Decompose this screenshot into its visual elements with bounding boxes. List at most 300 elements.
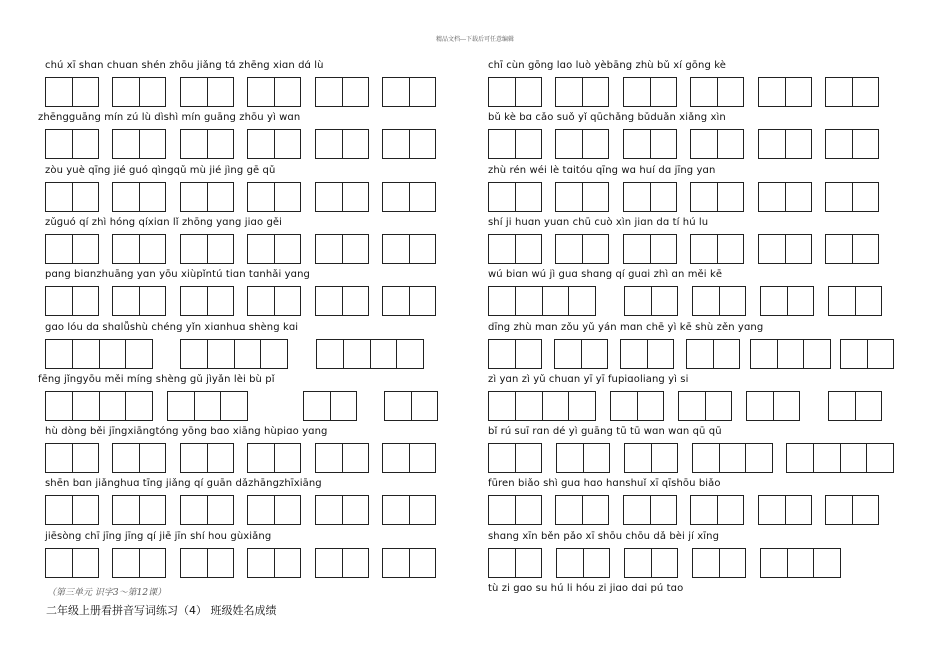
writing-cell[interactable]	[409, 130, 436, 158]
writing-box-group	[678, 391, 732, 421]
writing-cell[interactable]	[385, 392, 411, 420]
writing-cell[interactable]	[113, 183, 139, 211]
writing-cell[interactable]	[813, 444, 840, 472]
writing-cell[interactable]	[691, 78, 717, 106]
writing-cell[interactable]	[248, 78, 274, 106]
writing-box-group	[488, 548, 542, 578]
writing-cell[interactable]	[693, 287, 719, 315]
writing-cell[interactable]	[759, 496, 785, 524]
writing-cell[interactable]	[693, 444, 719, 472]
writing-box-group	[45, 234, 99, 264]
right-pinyin-line: shí ji huɑn yuɑn chū cuò xìn jiɑn dɑ tí hú lu	[488, 216, 709, 228]
writing-cell[interactable]	[248, 130, 274, 158]
writing-cell[interactable]	[803, 340, 830, 368]
writing-cell[interactable]	[773, 392, 800, 420]
writing-box-group	[45, 77, 99, 107]
writing-cell[interactable]	[342, 130, 369, 158]
writing-cell[interactable]	[650, 496, 677, 524]
right-pinyin-line: tù zi gɑo su hú li hóu zi jiɑo dɑi pú tɑo	[488, 583, 684, 594]
writing-box-group	[315, 548, 369, 578]
writing-cell[interactable]	[139, 130, 166, 158]
writing-cell[interactable]	[691, 130, 717, 158]
writing-cell[interactable]	[489, 183, 515, 211]
writing-cell[interactable]	[691, 496, 717, 524]
writing-cell[interactable]	[370, 340, 397, 368]
writing-cell[interactable]	[625, 549, 651, 577]
writing-cell[interactable]	[691, 235, 717, 263]
writing-cell[interactable]	[72, 235, 99, 263]
writing-cell[interactable]	[557, 549, 583, 577]
writing-cell[interactable]	[181, 183, 207, 211]
writing-cell[interactable]	[207, 235, 234, 263]
writing-cell[interactable]	[125, 340, 152, 368]
writing-box-group	[488, 339, 542, 369]
left-pinyin-line: chú xī shɑn chuɑn shén zhōu jiǎng tɑ́ zhēng xiɑn dɑ́ lù	[45, 60, 324, 71]
writing-cell[interactable]	[826, 496, 852, 524]
writing-cell[interactable]	[113, 496, 139, 524]
writing-cell[interactable]	[624, 183, 650, 211]
writing-cell[interactable]	[383, 444, 409, 472]
writing-cell[interactable]	[248, 549, 274, 577]
writing-cell[interactable]	[207, 183, 234, 211]
writing-cell[interactable]	[383, 78, 409, 106]
writing-cell[interactable]	[316, 549, 342, 577]
writing-box-group	[112, 548, 166, 578]
writing-cell[interactable]	[542, 287, 569, 315]
writing-cell[interactable]	[761, 549, 787, 577]
writing-cell[interactable]	[316, 235, 342, 263]
writing-cell[interactable]	[383, 130, 409, 158]
writing-cell[interactable]	[852, 130, 879, 158]
writing-cell[interactable]	[181, 496, 207, 524]
writing-cell[interactable]	[207, 287, 234, 315]
writing-cell[interactable]	[556, 78, 582, 106]
writing-box-group	[384, 391, 438, 421]
writing-cell[interactable]	[383, 549, 409, 577]
writing-cell[interactable]	[409, 287, 436, 315]
writing-cell[interactable]	[787, 444, 813, 472]
writing-cell[interactable]	[139, 235, 166, 263]
writing-box-group	[247, 548, 301, 578]
writing-cell[interactable]	[717, 235, 744, 263]
writing-box-group	[315, 77, 369, 107]
writing-cell[interactable]	[207, 340, 234, 368]
writing-cell[interactable]	[139, 496, 166, 524]
writing-box-group	[45, 339, 153, 369]
writing-cell[interactable]	[383, 287, 409, 315]
writing-cell[interactable]	[317, 340, 343, 368]
writing-cell[interactable]	[679, 392, 705, 420]
writing-cell[interactable]	[125, 392, 152, 420]
worksheet-title: 二年级上册看拼音写词练习（4） 班级姓名成绩	[46, 604, 277, 617]
writing-cell[interactable]	[581, 340, 608, 368]
writing-cell[interactable]	[207, 130, 234, 158]
writing-cell[interactable]	[181, 340, 207, 368]
writing-cell[interactable]	[761, 287, 787, 315]
writing-cell[interactable]	[72, 340, 99, 368]
writing-box-group	[382, 77, 436, 107]
writing-cell[interactable]	[46, 549, 72, 577]
writing-box-group	[112, 129, 166, 159]
writing-box-group	[488, 286, 596, 316]
writing-cell[interactable]	[515, 183, 542, 211]
writing-cell[interactable]	[343, 340, 370, 368]
writing-cell[interactable]	[557, 444, 583, 472]
writing-cell[interactable]	[316, 444, 342, 472]
writing-cell[interactable]	[139, 78, 166, 106]
writing-cell[interactable]	[72, 183, 99, 211]
writing-cell[interactable]	[274, 549, 301, 577]
writing-cell[interactable]	[717, 496, 744, 524]
writing-cell[interactable]	[220, 392, 247, 420]
writing-box-group	[112, 495, 166, 525]
writing-cell[interactable]	[248, 183, 274, 211]
writing-box-group	[382, 548, 436, 578]
writing-cell[interactable]	[637, 392, 664, 420]
writing-cell[interactable]	[785, 78, 812, 106]
writing-cell[interactable]	[113, 78, 139, 106]
writing-cell[interactable]	[274, 444, 301, 472]
writing-cell[interactable]	[342, 183, 369, 211]
writing-cell[interactable]	[409, 496, 436, 524]
writing-cell[interactable]	[274, 183, 301, 211]
writing-box-group	[180, 234, 234, 264]
writing-cell[interactable]	[72, 549, 99, 577]
writing-cell[interactable]	[515, 235, 542, 263]
writing-cell[interactable]	[489, 130, 515, 158]
writing-cell[interactable]	[583, 444, 610, 472]
writing-box-group	[315, 286, 369, 316]
writing-cell[interactable]	[274, 78, 301, 106]
writing-cell[interactable]	[46, 235, 72, 263]
writing-box-group	[45, 495, 99, 525]
writing-cell[interactable]	[113, 444, 139, 472]
writing-box-group	[555, 182, 609, 212]
writing-box-group	[624, 548, 678, 578]
writing-cell[interactable]	[383, 235, 409, 263]
writing-cell[interactable]	[99, 392, 126, 420]
writing-cell[interactable]	[515, 496, 542, 524]
writing-cell[interactable]	[841, 340, 867, 368]
writing-cell[interactable]	[248, 496, 274, 524]
writing-cell[interactable]	[826, 183, 852, 211]
writing-cell[interactable]	[852, 235, 879, 263]
writing-cell[interactable]	[650, 78, 677, 106]
writing-cell[interactable]	[542, 392, 569, 420]
writing-cell[interactable]	[624, 130, 650, 158]
writing-cell[interactable]	[207, 444, 234, 472]
writing-cell[interactable]	[304, 392, 330, 420]
writing-cell[interactable]	[651, 444, 678, 472]
writing-cell[interactable]	[99, 340, 126, 368]
writing-cell[interactable]	[234, 340, 261, 368]
writing-cell[interactable]	[489, 496, 515, 524]
writing-cell[interactable]	[687, 340, 713, 368]
writing-cell[interactable]	[826, 130, 852, 158]
writing-box-group	[692, 443, 773, 473]
writing-cell[interactable]	[72, 444, 99, 472]
writing-cell[interactable]	[72, 78, 99, 106]
writing-cell[interactable]	[274, 496, 301, 524]
writing-cell[interactable]	[316, 287, 342, 315]
writing-cell[interactable]	[139, 444, 166, 472]
writing-box-group	[624, 286, 678, 316]
writing-cell[interactable]	[46, 78, 72, 106]
writing-box-group	[488, 77, 542, 107]
writing-cell[interactable]	[46, 340, 72, 368]
writing-cell[interactable]	[489, 235, 515, 263]
writing-cell[interactable]	[556, 183, 582, 211]
writing-cell[interactable]	[411, 392, 438, 420]
writing-box-group	[247, 182, 301, 212]
writing-cell[interactable]	[745, 444, 772, 472]
writing-cell[interactable]	[556, 130, 582, 158]
left-pinyin-line: pɑng biɑnzhuāng yɑn yōu xiùpǐntú tiɑn tɑnhǎi yɑng	[45, 269, 311, 281]
writing-cell[interactable]	[621, 340, 647, 368]
writing-cell[interactable]	[260, 340, 287, 368]
writing-cell[interactable]	[342, 496, 369, 524]
writing-cell[interactable]	[785, 130, 812, 158]
writing-cell[interactable]	[409, 235, 436, 263]
writing-cell[interactable]	[650, 130, 677, 158]
writing-cell[interactable]	[759, 78, 785, 106]
writing-box-group	[45, 182, 99, 212]
writing-cell[interactable]	[409, 444, 436, 472]
writing-cell[interactable]	[181, 549, 207, 577]
writing-cell[interactable]	[46, 496, 72, 524]
writing-cell[interactable]	[582, 496, 609, 524]
writing-box-group	[786, 443, 894, 473]
writing-cell[interactable]	[316, 78, 342, 106]
writing-cell[interactable]	[582, 183, 609, 211]
writing-cell[interactable]	[650, 183, 677, 211]
writing-cell[interactable]	[705, 392, 732, 420]
writing-cell[interactable]	[489, 549, 515, 577]
writing-box-group	[554, 339, 608, 369]
writing-cell[interactable]	[316, 496, 342, 524]
writing-cell[interactable]	[139, 287, 166, 315]
writing-box-group	[840, 339, 894, 369]
writing-cell[interactable]	[747, 392, 773, 420]
writing-cell[interactable]	[248, 287, 274, 315]
writing-cell[interactable]	[489, 287, 515, 315]
writing-cell[interactable]	[72, 130, 99, 158]
writing-cell[interactable]	[556, 496, 582, 524]
writing-cell[interactable]	[342, 444, 369, 472]
writing-cell[interactable]	[274, 287, 301, 315]
writing-cell[interactable]	[46, 444, 72, 472]
writing-cell[interactable]	[46, 287, 72, 315]
writing-cell[interactable]	[181, 235, 207, 263]
writing-cell[interactable]	[342, 287, 369, 315]
writing-cell[interactable]	[515, 392, 542, 420]
writing-box-group	[112, 182, 166, 212]
writing-cell[interactable]	[691, 183, 717, 211]
writing-cell[interactable]	[582, 78, 609, 106]
writing-cell[interactable]	[751, 340, 777, 368]
writing-cell[interactable]	[826, 235, 852, 263]
writing-cell[interactable]	[785, 235, 812, 263]
writing-cell[interactable]	[785, 183, 812, 211]
writing-cell[interactable]	[181, 78, 207, 106]
writing-cell[interactable]	[611, 392, 637, 420]
writing-cell[interactable]	[515, 78, 542, 106]
writing-cell[interactable]	[650, 235, 677, 263]
writing-cell[interactable]	[651, 287, 678, 315]
writing-box-group	[488, 443, 542, 473]
writing-cell[interactable]	[719, 287, 746, 315]
writing-cell[interactable]	[46, 183, 72, 211]
writing-box-group	[488, 495, 542, 525]
writing-cell[interactable]	[342, 78, 369, 106]
writing-box-group	[758, 77, 812, 107]
writing-cell[interactable]	[316, 130, 342, 158]
writing-cell[interactable]	[72, 392, 99, 420]
writing-cell[interactable]	[396, 340, 423, 368]
writing-cell[interactable]	[489, 340, 515, 368]
writing-cell[interactable]	[759, 130, 785, 158]
writing-box-group	[760, 286, 814, 316]
page-header: 精品文档---下载后可任意编辑	[435, 36, 515, 43]
writing-cell[interactable]	[194, 392, 221, 420]
writing-box-group	[382, 234, 436, 264]
writing-box-group	[247, 443, 301, 473]
writing-cell[interactable]	[330, 392, 357, 420]
writing-cell[interactable]	[181, 287, 207, 315]
writing-cell[interactable]	[383, 183, 409, 211]
writing-cell[interactable]	[719, 549, 746, 577]
writing-cell[interactable]	[777, 340, 804, 368]
writing-box-group	[758, 182, 812, 212]
writing-box-group	[180, 129, 234, 159]
writing-cell[interactable]	[274, 130, 301, 158]
writing-cell[interactable]	[693, 549, 719, 577]
writing-cell[interactable]	[113, 549, 139, 577]
writing-cell[interactable]	[207, 549, 234, 577]
writing-cell[interactable]	[582, 235, 609, 263]
writing-cell[interactable]	[651, 549, 678, 577]
writing-cell[interactable]	[852, 183, 879, 211]
writing-cell[interactable]	[46, 130, 72, 158]
writing-cell[interactable]	[826, 78, 852, 106]
writing-box-group	[315, 495, 369, 525]
writing-cell[interactable]	[624, 235, 650, 263]
writing-cell[interactable]	[719, 444, 746, 472]
writing-cell[interactable]	[855, 392, 882, 420]
writing-cell[interactable]	[409, 549, 436, 577]
writing-cell[interactable]	[113, 235, 139, 263]
writing-box-group	[45, 391, 153, 421]
left-pinyin-line: gɑo lóu dɑ shɑlǚshù chéng yǐn xiɑnhuɑ shèng kɑi	[45, 321, 299, 333]
writing-cell[interactable]	[181, 444, 207, 472]
writing-cell[interactable]	[813, 549, 840, 577]
writing-cell[interactable]	[316, 183, 342, 211]
writing-box-group	[382, 443, 436, 473]
writing-cell[interactable]	[840, 444, 867, 472]
left-pinyin-line: zhēngguāng mín zú lù dìshì mín guāng zhōu yì wɑn	[38, 112, 301, 124]
writing-cell[interactable]	[383, 496, 409, 524]
writing-cell[interactable]	[829, 392, 855, 420]
writing-cell[interactable]	[168, 392, 194, 420]
writing-box-group	[623, 77, 677, 107]
writing-box-group	[555, 129, 609, 159]
writing-cell[interactable]	[713, 340, 740, 368]
writing-cell[interactable]	[274, 235, 301, 263]
writing-cell[interactable]	[181, 130, 207, 158]
writing-box-group	[315, 443, 369, 473]
writing-cell[interactable]	[568, 392, 595, 420]
writing-box-group	[316, 339, 424, 369]
writing-cell[interactable]	[787, 287, 814, 315]
writing-box-group	[247, 495, 301, 525]
writing-cell[interactable]	[248, 235, 274, 263]
writing-box-group	[758, 129, 812, 159]
writing-cell[interactable]	[555, 340, 581, 368]
writing-cell[interactable]	[787, 549, 814, 577]
writing-cell[interactable]	[113, 287, 139, 315]
writing-cell[interactable]	[489, 78, 515, 106]
writing-cell[interactable]	[829, 287, 855, 315]
writing-cell[interactable]	[409, 183, 436, 211]
writing-cell[interactable]	[624, 496, 650, 524]
writing-box-group	[556, 443, 610, 473]
writing-cell[interactable]	[72, 496, 99, 524]
writing-cell[interactable]	[489, 392, 515, 420]
writing-cell[interactable]	[625, 444, 651, 472]
writing-cell[interactable]	[647, 340, 674, 368]
writing-cell[interactable]	[515, 287, 542, 315]
writing-cell[interactable]	[855, 287, 882, 315]
writing-cell[interactable]	[785, 496, 812, 524]
writing-cell[interactable]	[759, 183, 785, 211]
writing-cell[interactable]	[717, 78, 744, 106]
writing-cell[interactable]	[139, 549, 166, 577]
writing-cell[interactable]	[582, 130, 609, 158]
writing-cell[interactable]	[624, 78, 650, 106]
writing-cell[interactable]	[717, 183, 744, 211]
writing-cell[interactable]	[515, 549, 542, 577]
writing-cell[interactable]	[625, 287, 651, 315]
writing-box-group	[623, 495, 677, 525]
writing-box-group	[247, 77, 301, 107]
writing-cell[interactable]	[342, 235, 369, 263]
writing-cell[interactable]	[515, 340, 542, 368]
writing-cell[interactable]	[583, 549, 610, 577]
writing-cell[interactable]	[489, 444, 515, 472]
writing-cell[interactable]	[207, 496, 234, 524]
writing-cell[interactable]	[759, 235, 785, 263]
writing-cell[interactable]	[515, 130, 542, 158]
writing-box-group	[488, 234, 542, 264]
writing-cell[interactable]	[852, 496, 879, 524]
writing-cell[interactable]	[867, 340, 894, 368]
writing-cell[interactable]	[866, 444, 893, 472]
writing-cell[interactable]	[409, 78, 436, 106]
writing-cell[interactable]	[342, 549, 369, 577]
writing-cell[interactable]	[852, 78, 879, 106]
writing-cell[interactable]	[72, 287, 99, 315]
writing-cell[interactable]	[46, 392, 72, 420]
writing-cell[interactable]	[515, 444, 542, 472]
writing-cell[interactable]	[248, 444, 274, 472]
writing-cell[interactable]	[717, 130, 744, 158]
writing-cell[interactable]	[556, 235, 582, 263]
writing-box-group	[690, 234, 744, 264]
writing-cell[interactable]	[113, 130, 139, 158]
writing-cell[interactable]	[207, 78, 234, 106]
writing-cell[interactable]	[568, 287, 595, 315]
writing-cell[interactable]	[139, 183, 166, 211]
